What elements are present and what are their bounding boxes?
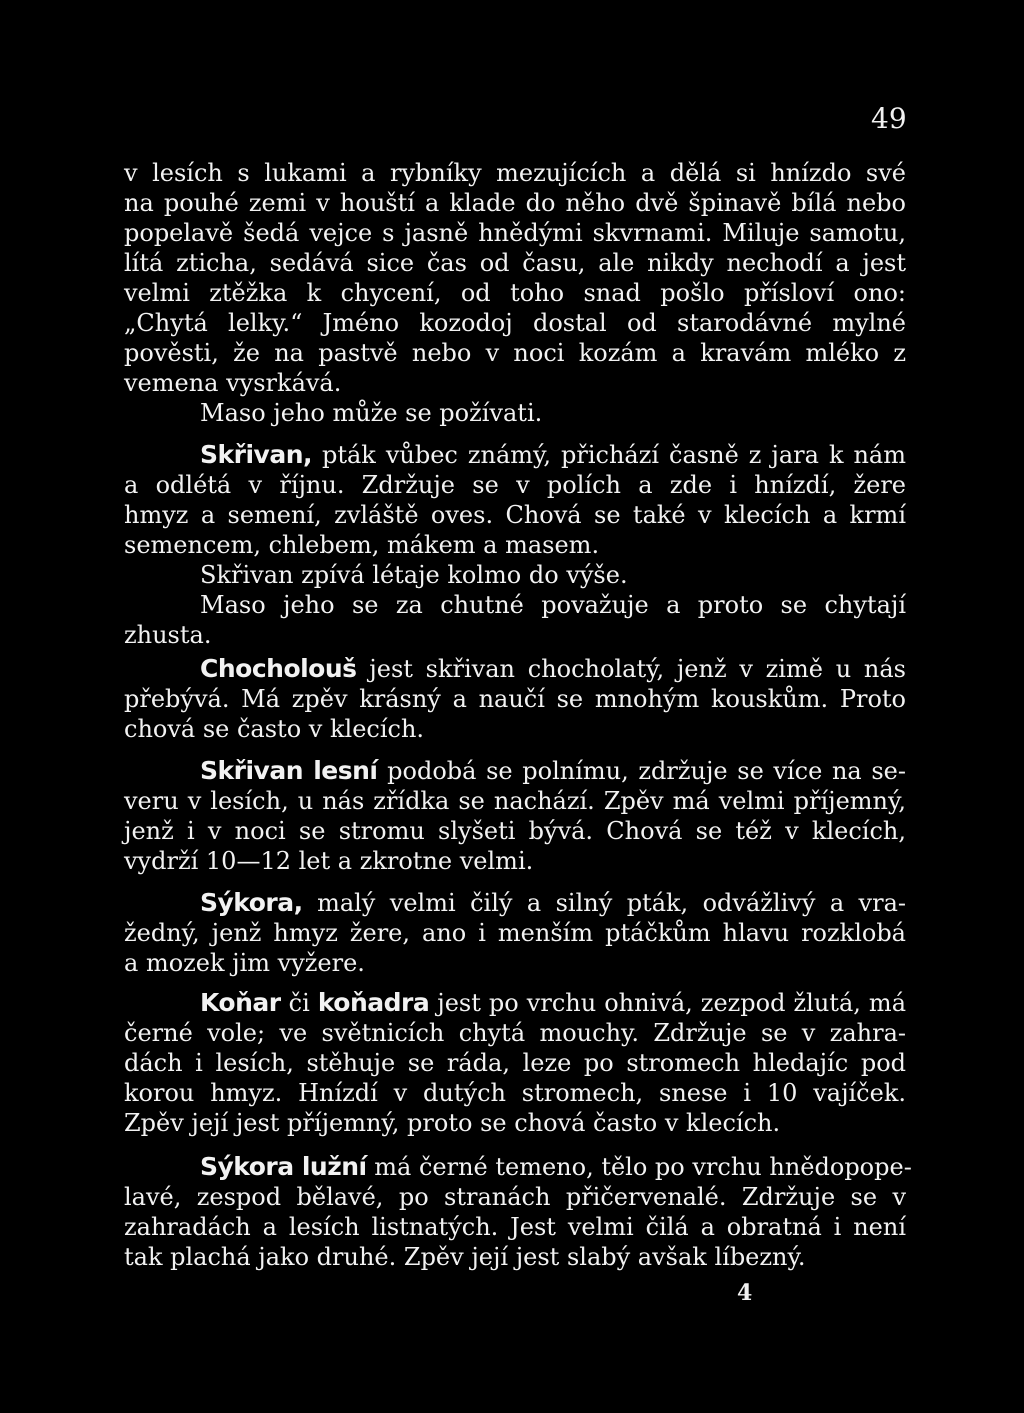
text-line: zhusta. (124, 621, 212, 649)
paragraph-chocholous (124, 654, 906, 744)
text-line: Skřivan lesní podobá se polnímu, zdržuje se více na se- (200, 756, 906, 785)
text-line: Zpěv její jest příjemný, proto se chová často v klecích. (124, 1109, 781, 1137)
text-line: Koňar či koňadra jest po vrchu ohnivá, zezpod žlutá, má (200, 988, 906, 1017)
text-line: a mozek jim vyžere. (124, 949, 365, 977)
text-line: semencem, chlebem, mákem a masem. (124, 531, 600, 559)
paragraph-skrivan (124, 440, 906, 560)
paragraph-konar (124, 988, 906, 1138)
text-line: na pouhé zemi v houští a klade do něho dvě špinavě bílá nebo (124, 189, 906, 217)
entry-heading-alt: koňadra (317, 988, 430, 1017)
text-line: vemena vysrkává. (124, 369, 342, 397)
signature-mark: 4 (737, 1280, 753, 1306)
text-line: Maso jeho se za chutné považuje a proto se chytají (200, 591, 906, 619)
text-line: tak plachá jako druhé. Zpěv její jest slabý avšak líbezný. (124, 1243, 806, 1271)
text-line: dách i lesích, stěhuje se ráda, leze po stromech hledajíc pod (124, 1049, 906, 1077)
entry-heading: Sýkora, (200, 888, 303, 917)
text-line: popelavě šedá vejce s jasně hnědými skvrnami. Miluje samotu, (124, 219, 906, 247)
text-line: a odlétá v říjnu. Zdržuje se v polích a zde i hnízdí, žere (124, 471, 906, 499)
entry-heading: Chocholouš (200, 654, 357, 683)
paragraph-sykora-luzni (124, 1152, 912, 1272)
paragraph-skrivan-zpiva (124, 560, 906, 590)
text-line: žedný, jenž hmyz žere, ano i menším ptáčkům hlavu rozklobá (124, 919, 906, 947)
paragraph-maso-kozodoj (124, 398, 906, 428)
text-line: lavé, zespod bělavé, po stranách přičervenalé. Zdržuje se v (124, 1183, 906, 1211)
text-line: korou hmyz. Hnízdí v dutých stromech, snese i 10 vajíček. (124, 1079, 906, 1107)
paragraph-sykora (124, 888, 906, 978)
paragraph-skrivan-lesni (124, 756, 906, 876)
text-line: Sýkora lužní má černé temeno, tělo po vrchu hnědopope- (200, 1152, 912, 1181)
text-line: černé vole; ve světnicích chytá mouchy. Zdržuje se v zahra- (124, 1019, 906, 1047)
text-line: v lesích s lukami a rybníky mezujících a dělá si hnízdo své (124, 159, 906, 187)
text-line: vydrží 10—12 let a zkrotne velmi. (124, 847, 534, 875)
entry-heading: Sýkora lužní (200, 1152, 367, 1181)
text-line: Skřivan, pták vůbec známý, přichází časně z jara k nám (200, 440, 906, 469)
text-line: chová se často v klecích. (124, 715, 425, 743)
entry-heading: Skřivan lesní (200, 756, 378, 785)
paragraph-skrivan-maso (124, 590, 906, 650)
page-number: 49 (871, 102, 907, 135)
text-line: jenž i v noci se stromu slyšeti bývá. Chová se též v klecích, (124, 817, 906, 845)
text-line: velmi ztěžka k chycení, od toho snad pošlo přísloví ono: (124, 279, 906, 307)
text-line: „Chytá lelky.“ Jméno kozodoj dostal od starodávné mylné (124, 309, 906, 337)
text-line: zahradách a lesích listnatých. Jest velmi čilá a obratná i není (124, 1213, 906, 1241)
text-line: Maso jeho může se požívati. (200, 399, 543, 427)
entry-heading: Skřivan, (200, 440, 312, 469)
paragraph-intro (124, 158, 906, 398)
text-line: Sýkora, malý velmi čilý a silný pták, odvážlivý a vra- (200, 888, 906, 917)
text-line: pověsti, že na pastvě nebo v noci kozám a kravám mléko z (124, 339, 906, 367)
text-line: lítá zticha, sedává sice čas od času, ale nikdy nechodí a jest (124, 249, 906, 277)
text-line: hmyz a semení, zvláště oves. Chová se také v klecích a krmí (124, 501, 906, 529)
text-line: Skřivan zpívá létaje kolmo do výše. (200, 561, 628, 589)
entry-heading: Koňar (200, 988, 281, 1017)
text-line: veru v lesích, u nás zřídka se nachází. Zpěv má velmi příjemný, (124, 787, 906, 815)
text-line: přebývá. Má zpěv krásný a naučí se mnohým kouskům. Proto (124, 685, 906, 713)
text-line: Chocholouš jest skřivan chocholatý, jenž v zimě u nás (200, 654, 906, 683)
